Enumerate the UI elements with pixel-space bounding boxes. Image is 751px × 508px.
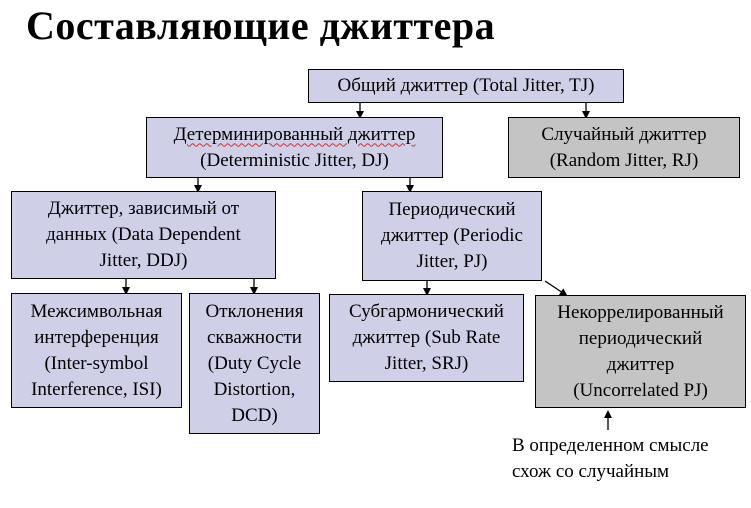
- link-pj-upj: [545, 281, 566, 295]
- node-dcd: [189, 293, 320, 434]
- node-random-jitter: [508, 117, 740, 178]
- node-label: Периодический джиттер (Periodic Jitter, PJ): [381, 199, 523, 272]
- node-periodic-jitter: [362, 191, 542, 281]
- node-data-dependent-jitter: [11, 191, 276, 279]
- node-total-jitter: [308, 69, 624, 103]
- node-label: Субгармонический джиттер (Sub Rate Jitter, SRJ): [349, 301, 504, 374]
- node-sub-rate-jitter: [329, 294, 524, 382]
- annotation-note: В определенном смысле схож со случайным: [512, 435, 709, 482]
- node-label: Отклонения скважности (Duty Cycle Distortion, DCD): [205, 300, 304, 426]
- node-label: Джиттер, зависимый от данных (Data Dependent Jitter, DDJ): [46, 198, 241, 271]
- node-deterministic-jitter: [146, 117, 443, 178]
- node-label: Некоррелированный периодический джиттер (Uncorrelated PJ): [557, 301, 724, 401]
- node-label: Детерминированный джиттер (Deterministic Jitter, DJ): [173, 123, 416, 171]
- node-label: Случайный джиттер (Random Jitter, RJ): [541, 123, 707, 171]
- page-title: Составляющие джиттера: [26, 3, 496, 48]
- node-label: Межсимвольная интерференция (Inter-symbol Interference, ISI): [30, 300, 163, 400]
- node-uncorrelated-pj: [535, 295, 746, 408]
- node-isi: [11, 293, 182, 408]
- node-label: Общий джиттер (Total Jitter, TJ): [337, 75, 595, 96]
